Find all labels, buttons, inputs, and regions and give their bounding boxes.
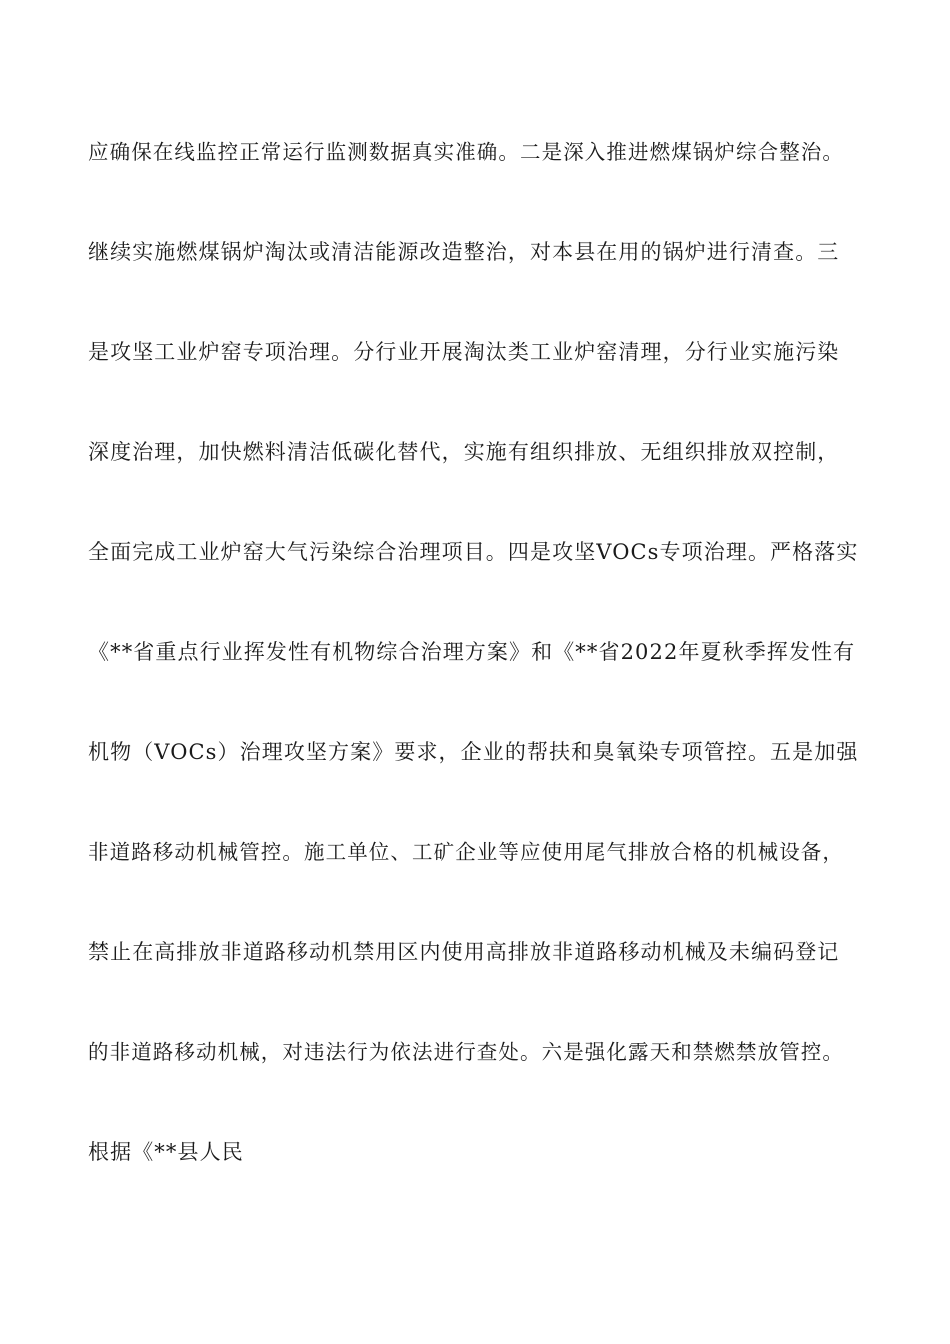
- paragraph-line: 禁止在高排放非道路移动机禁用区内使用高排放非道路移动机械及未编码登记: [88, 940, 840, 964]
- paragraph-line: 应确保在线监控正常运行监测数据真实准确。二是深入推进燃煤锅炉综合整治。: [88, 140, 844, 164]
- paragraph-line: 是攻坚工业炉窑专项治理。分行业开展淘汰类工业炉窑清理，分行业实施污染: [88, 340, 840, 364]
- paragraph-line: 《**省重点行业挥发性有机物综合治理方案》和《**省2022年夏秋季挥发性有: [88, 640, 856, 664]
- paragraph-line: 继续实施燃煤锅炉淘汰或清洁能源改造整治，对本县在用的锅炉进行清查。三: [88, 240, 840, 264]
- paragraph-line: 的非道路移动机械，对违法行为依法进行查处。六是强化露天和禁燃禁放管控。: [88, 1040, 844, 1064]
- paragraph-line: 深度治理，加快燃料清洁低碳化替代，实施有组织排放、无组织排放双控制，: [88, 440, 840, 464]
- paragraph-line: 根据《**县人民: [88, 1140, 244, 1164]
- paragraph-line: 非道路移动机械管控。施工单位、工矿企业等应使用尾气排放合格的机械设备，: [88, 840, 844, 864]
- paragraph-line: 机物（VOCs）治理攻坚方案》要求，企业的帮扶和臭氧染专项管控。五是加强: [88, 740, 859, 764]
- paragraph-line: 全面完成工业炉窑大气污染综合治理项目。四是攻坚VOCs专项治理。严格落实: [88, 540, 859, 564]
